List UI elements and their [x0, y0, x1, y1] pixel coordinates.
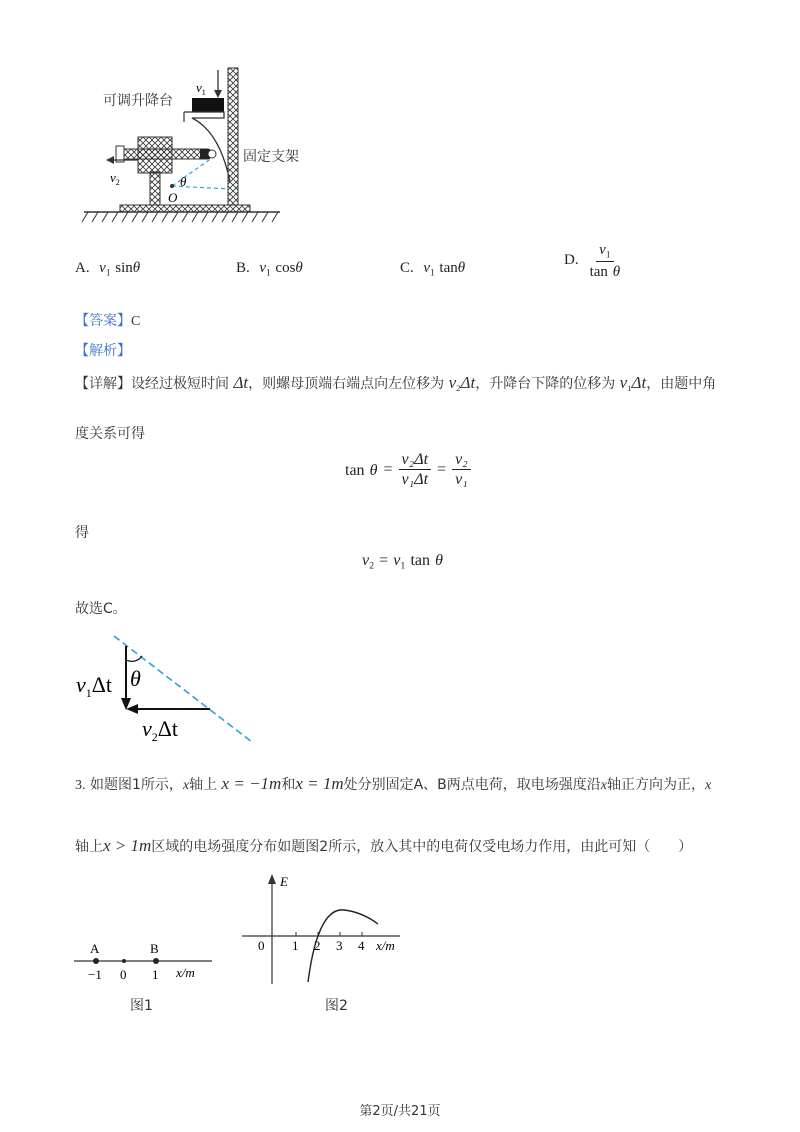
fig2-tick: 3: [336, 938, 343, 953]
fig2-y-label: E: [280, 874, 288, 889]
figure-2-caption: 图2: [325, 998, 348, 1014]
fig1-tick: 0: [120, 967, 127, 982]
v2-label: $v_2$: [110, 170, 120, 187]
fig1-axis-label: x/m: [176, 965, 195, 980]
fig2-tick: 4: [358, 938, 365, 953]
apparatus-diagram: [80, 62, 340, 227]
v1-label: $v_1$: [196, 80, 206, 97]
detail-line-1: 【详解】设经过极短时间 Δt，则螺母顶端右端点向左位移为 $v_2\Delta t$，升降台下降的位移为 $v_1\Delta t$，由题中角: [75, 373, 717, 394]
question3-line-2: 轴上x > 1m区域的电场强度分布如题图2所示，放入其中的电荷仅受电场力作用，由此可知（ ）: [75, 836, 693, 855]
fig2-tick: 0: [258, 938, 265, 953]
equation-1: tan θ = $\frac{\text{v₂Δt}}{\text{v₁Δt}}$ = $\frac{\text{v₂}}{\text{v₁}}$: [345, 450, 471, 489]
theta-label: θ: [180, 174, 187, 189]
option-d: D. $\frac{v_1}{\text{tan θ}}$: [564, 242, 621, 281]
option-b: B. $v_1$ cosθ: [236, 260, 303, 279]
figure-2: [240, 872, 410, 987]
fig2-tick: 1: [292, 938, 299, 953]
frame-label: 固定支架: [243, 149, 299, 165]
page-footer: 第2页/共21页: [359, 1104, 441, 1119]
conclusion: 故选C。: [75, 601, 127, 617]
fig2-axis-label: x/m: [376, 938, 395, 953]
question3-line-1: 3. 如题图1所示，x轴上 x = −1m和x = 1m处分别固定A、B两点电荷，取电场强度沿x轴正方向为正，x: [75, 774, 712, 793]
vector-theta: θ: [130, 666, 141, 691]
charge-b-label: B: [150, 941, 159, 956]
fig2-tick: 2: [314, 938, 321, 953]
origin-label: O: [168, 190, 178, 205]
fig1-tick: −1: [88, 967, 102, 982]
charge-a-label: A: [90, 941, 100, 956]
option-c: C. $v_1$ tanθ: [400, 260, 466, 279]
platform-label: 可调升降台: [103, 93, 173, 109]
v1dt-label: $v_1\Delta t$: [76, 672, 113, 700]
v2dt-label: $v_2\Delta t$: [142, 716, 179, 744]
figure-1: [70, 935, 220, 985]
analysis-tag: 【解析】: [75, 343, 131, 359]
answer-line: 【答案】C: [75, 313, 141, 329]
option-a: A. $v_1$ sinθ: [75, 260, 141, 279]
figure-1-caption: 图1: [130, 998, 153, 1014]
fig1-tick: 1: [152, 967, 159, 982]
vector-diagram: [70, 630, 270, 745]
detail-line-2: 度关系可得: [75, 426, 145, 442]
de-text: 得: [75, 525, 89, 541]
equation-2: $v_2 = v_1$ tan θ: [362, 552, 443, 572]
